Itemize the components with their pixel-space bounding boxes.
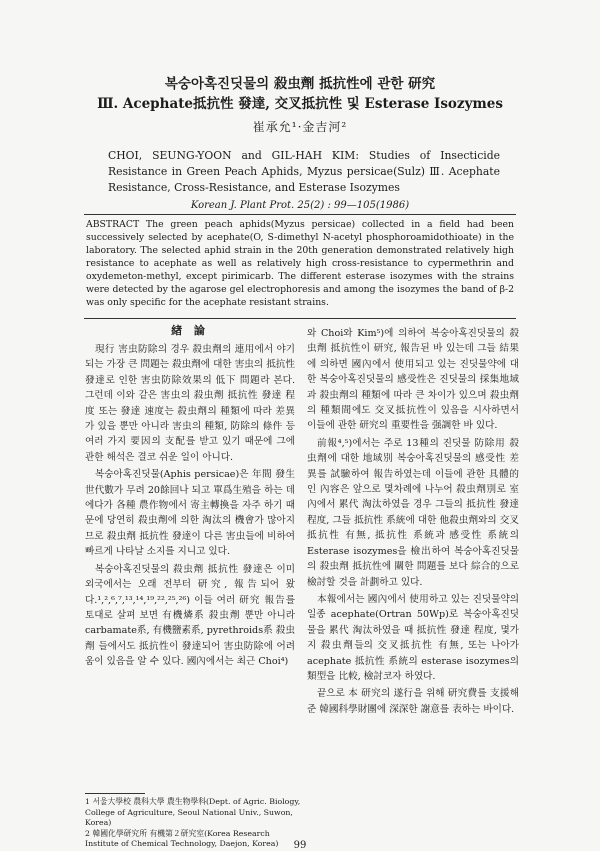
paragraph: 前報⁴,⁵)에서는 주로 13種의 진딧물 防除用 殺虫劑에 대한 地域別 복숭아혹진딧물의 感受性 差異를 試驗하여 報告하였는데 이들에 관한 具體的인 內容은 앞으로 몇차례에 나누어 殺虫劑別로 室內에서 累代 淘汰하였을 경우 그들의 抵抗性 發達 程度, 그들 抵抗性 系統에 대한 他殺虫劑와의 交叉抵抗性 有無, 抵抗性 系統과 感受性 系統의 Esterase isozymes을 檢出하여 복숭아혹진딧물의 殺虫劑 抵抗性에 關한 問題를 보다 綜合的으로 檢討할 것을 計劃하고 있다. [307, 437, 519, 588]
footnote: 2 韓國化學研究所 有機第２研究室(Korea Research Institute of Chemical Technology, Daejon, Korea) [85, 828, 279, 848]
paper-title-korean: 복숭아혹진딧물의 殺虫劑 抵抗性에 관한 研究 [164, 76, 436, 92]
journal-reference: Korean J. Plant Prot. 25(2) : 99—105(1986) [190, 200, 410, 211]
abstract-bottom-rule [84, 318, 516, 319]
footnote: 1 서울大學校 農科大學 農生物學科(Dept. of Agric. Biology, College of Agriculture, Seoul National Univ., Suwon, Korea) [85, 797, 301, 827]
footnote-rule [85, 793, 145, 794]
english-citation: CHOI, SEUNG-YOON and GIL-HAH KIM: Studies of Insecticide Resistance in Green Peach Aphids, Myzus persicae(Sulz) Ⅲ. Acephate Resistance, Cross-Resistance, and Esterase Isozymes [108, 149, 500, 194]
right-column [307, 326, 519, 719]
paragraph: 복숭아혹진딧물의 殺虫劑 抵抗性 發達은 이미 외국에서는 오래 전부터 研究, 報告되어 왔다.¹,²,⁶,⁷,¹³,¹⁴,¹⁹,²²,²⁵,²⁶) 이들 여러 研究 報告를 토대로 살펴 보면 有機燐系 殺虫劑 뿐만 아니라 carbamate系, 有機鹽素系, pyrethroids系 殺虫劑 들에서도 抵抗性이 發達되어 害虫防除에 어려움이 있음을 알 수 있다. 國內에서는 최근 Choi⁴) [85, 563, 295, 668]
left-column [85, 342, 295, 672]
abstract: ABSTRACT The green peach aphids(Myzus persicae) collected in a field had been successively selected by acephate(O, S-dimethyl N-acetyl phosphoroamidothioate) in the laboratory. The selected aphid strain in the 20th generation demonstrated relatively high resistance to acephate as well as relatively high cross-resistance to cypermethrin and oxydemeton-methyl, except pirimicarb. The different esterase isozymes with the strains were detected by the agarose gel electrophoresis and among the isozymes the band of β-2 was only specific for the acephate resistant strains. [86, 219, 514, 308]
paragraph: 와 Choi와 Kim⁵)에 의하여 복숭아혹진딧물의 殺虫劑 抵抗性이 研究, 報告된 바 있는데 그들 結果에 의하면 國內에서 使用되고 있는 진딧물약에 대한 복숭아혹진딧물의 感受性은 진딧물의 採集地域과 殺虫劑의 種類에 따라 큰 차이가 있으며 殺虫劑의 種類間에도 交叉抵抗性이 있음을 시사하면서 이들에 관한 研究의 重要性을 强調한 바 있다. [307, 328, 519, 432]
section-title: 緖 論 [171, 324, 209, 337]
author-names: 崔承允¹·金吉河² [252, 120, 348, 134]
paragraph: 本報에서는 國內에서 使用하고 있는 진딧물약의 일종 acephate(Ortran 50Wp)로 복숭아혹진딧물을 累代 淘汰하였을 때 抵抗性 發達 程度, 몇가지 殺虫劑들의 交叉抵抗性 有無, 또는 나아가 acephate 抵抗性 系統의 esterase isozymes의 類型을 比較, 檢討코자 하였다. [307, 593, 519, 682]
page-number: 99 [293, 840, 307, 851]
paragraph: 現行 害虫防除의 경우 殺虫劑의 連用에서 야기되는 가장 큰 問題는 殺虫劑에 대한 害虫의 抵抗性 發達로 인한 害虫防除效果의 低下 問題라 본다. 그런데 이와 같은 害虫의 殺虫劑 抵抗性 發達 程度 또는 發達 速度는 殺虫劑의 種類에 따라 差異가 있을 뿐만 아니라 害虫의 種類, 防除의 條件 등 여러 가지 要因의 支配를 받고 있기 때문에 그에 관한 해석은 결코 쉬운 일이 아니다. [85, 344, 295, 463]
paragraph: 복숭아혹진딧물(Aphis persicae)은 年間 發生世代數가 무려 20餘回나 되고 單爲生殖을 하는 데에다가 各種 農作物에서 寄主轉換을 자주 하기 때문에 당연히 殺虫劑에 의한 淘汰의 機會가 많아지므로 殺虫劑 抵抗性 發達이 다른 害虫들에 비하여 빠르게 나타날 소지를 지니고 있다. [85, 469, 295, 558]
abstract-top-rule [84, 214, 516, 215]
paragraph: 끝으로 本 研究의 遂行을 위해 研究費를 支援해 준 韓國科學財團에 深深한 謝意를 表하는 바이다. [307, 688, 519, 715]
paper-subtitle: Ⅲ. Acephate抵抗性 發達, 交叉抵抗性 및 Esterase Isozymes [97, 96, 503, 112]
